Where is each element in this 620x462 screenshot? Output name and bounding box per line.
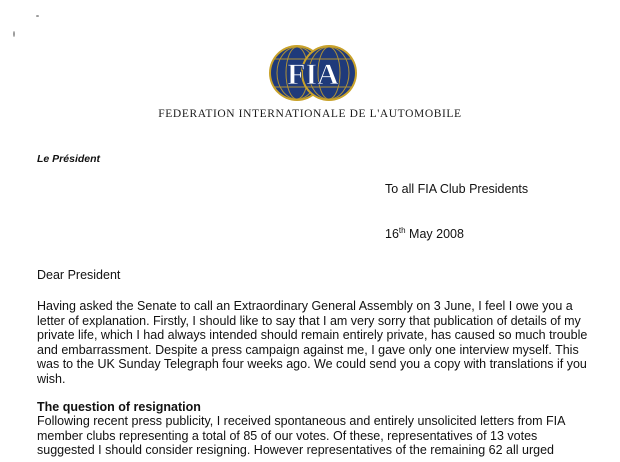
- recipient-line: To all FIA Club Presidents: [385, 182, 529, 196]
- scan-speck: [36, 15, 39, 17]
- salutation: Dear President: [37, 268, 121, 282]
- letter-date: [385, 226, 464, 241]
- sender-title: Le Président: [37, 153, 101, 165]
- date-day: 16: [385, 227, 399, 242]
- scan-speck: [13, 31, 15, 37]
- date-rest: May 2008: [405, 227, 464, 242]
- section-heading: The question of resignation: [37, 400, 201, 414]
- intro-paragraph: Having asked the Senate to call an Extraordinary General Assembly on 3 June, I feel I owe you a letter of explanation. Firstly, I should like to say that I am very sorry that publication of details of my private life, which I had always intended should remain entirely private, has caused so much trouble and embarrassment. Despite a press campaign against me, I gave only one interview myself. This was to the UK Sunday Telegraph four weeks ago. We could send you a copy with translations if you wish.: [37, 299, 588, 386]
- date-suffix: th: [398, 226, 406, 235]
- fia-logo: [268, 42, 358, 104]
- logo-text: FIA: [287, 58, 339, 91]
- organization-name: FEDERATION INTERNATIONALE DE L'AUTOMOBILE: [158, 108, 462, 120]
- section-paragraph: Following recent press publicity, I received spontaneous and entirely unsolicited letters from FIA member clubs representing a total of 85 of our votes. Of these, representatives of 13 votes suggested I should consider resigning. However representatives of the remaining 62 all urged: [37, 414, 565, 457]
